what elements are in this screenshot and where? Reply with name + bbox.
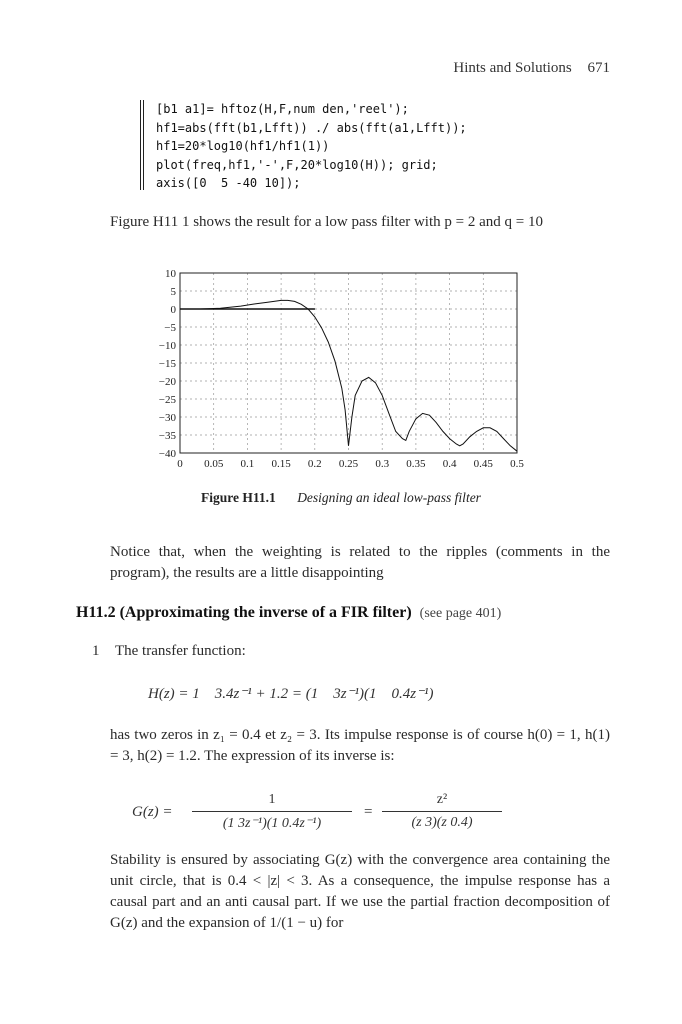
equation-g-lhs: G(z) = bbox=[132, 804, 173, 820]
equals-sign: = bbox=[364, 804, 373, 820]
equation-g bbox=[132, 792, 512, 842]
fraction-2-denominator: (z 3)(z 0.4) bbox=[382, 811, 502, 831]
code-line: hf1=abs(fft(b1,Lfft)) ./ abs(fft(a1,Lfft)); bbox=[156, 120, 467, 135]
x-tick-label: 0.25 bbox=[338, 458, 359, 470]
notice-paragraph: Notice that, when the weighting is related to the ripples (comments in the program), the results are a little disappointing bbox=[110, 544, 610, 581]
code-line: plot(freq,hf1,'-',F,20*log10(H)); grid; bbox=[156, 157, 438, 172]
figure-caption bbox=[0, 490, 682, 506]
y-tick-label: 10 bbox=[165, 268, 176, 280]
section-page-ref: (see page 401) bbox=[419, 606, 502, 621]
equation-h: H(z) = 1 3.4z⁻¹ + 1.2 = (1 3z⁻¹)(1 0.4z⁻¹) bbox=[148, 686, 434, 702]
page-header bbox=[453, 60, 610, 77]
running-title: Hints and Solutions bbox=[453, 60, 572, 76]
y-tick-label: −20 bbox=[158, 376, 176, 388]
y-tick-label: −30 bbox=[158, 412, 176, 424]
x-tick-label: 0.1 bbox=[240, 458, 255, 470]
item-number: 1 bbox=[92, 643, 100, 659]
frequency-response-chart bbox=[140, 260, 540, 475]
x-tick-label: 0.4 bbox=[442, 458, 457, 470]
fraction-2-numerator: z² bbox=[436, 792, 448, 807]
item-text: The transfer function: bbox=[114, 643, 246, 659]
list-item bbox=[92, 643, 246, 660]
x-tick-label: 0 bbox=[177, 458, 183, 470]
caption-text: Designing an ideal low-pass filter bbox=[297, 490, 481, 505]
code-line: hf1=20*log10(hf1/hf1(1)) bbox=[156, 139, 330, 153]
x-tick-label: 0.35 bbox=[406, 458, 426, 470]
section-heading bbox=[76, 604, 636, 622]
fraction-2 bbox=[382, 792, 502, 831]
section-title: H11.2 (Approximating the inverse of a FIR filter) bbox=[76, 604, 412, 621]
code-listing bbox=[140, 100, 586, 190]
x-tick-label: 0.15 bbox=[271, 458, 291, 470]
y-tick-label: 5 bbox=[170, 286, 176, 298]
x-tick-label: 0.45 bbox=[473, 458, 493, 470]
zeros-paragraph: has two zeros in z₁ = 0.4 et z₂ = 3. Its impulse response is of course h(0) = 1, h(1) = 3, h(2) = 1.2. The expression of its inverse is: bbox=[110, 727, 610, 764]
page-number: 671 bbox=[587, 60, 610, 76]
stability-paragraph: Stability is ensured by associating G(z) with the convergence area containing the unit circle, that is 0.4 < |z| < 3. As a consequence, the impulse response has a causal part and an anti causal part. If we use the partial fraction decomposition of G(z) and the expansion of 1/(1 − u) for bbox=[110, 852, 610, 931]
y-tick-label: −40 bbox=[158, 448, 176, 460]
fraction-1-denominator: (1 3z⁻¹)(1 0.4z⁻¹) bbox=[192, 811, 352, 832]
x-tick-label: 0.5 bbox=[510, 458, 524, 470]
y-tick-label: 0 bbox=[170, 304, 176, 316]
fraction-1 bbox=[192, 792, 352, 832]
x-tick-label: 0.2 bbox=[307, 458, 322, 470]
code-line: [b1 a1]= hftoz(H,F,num den,'reel'); bbox=[156, 102, 409, 116]
y-tick-label: −10 bbox=[158, 340, 176, 352]
y-tick-label: −35 bbox=[158, 430, 176, 442]
caption-label: Figure H11.1 bbox=[201, 490, 276, 505]
x-tick-label: 0.05 bbox=[204, 458, 224, 470]
code-line: axis([0 5 -40 10]); bbox=[156, 176, 301, 190]
y-tick-label: −5 bbox=[164, 322, 176, 334]
y-tick-label: −25 bbox=[158, 394, 176, 406]
x-tick-label: 0.3 bbox=[375, 458, 390, 470]
figure-intro-text: Figure H11 1 shows the result for a low pass filter with p = 2 and q = 10 bbox=[110, 214, 543, 230]
fraction-1-numerator: 1 bbox=[268, 792, 276, 807]
y-tick-label: −15 bbox=[158, 358, 176, 370]
